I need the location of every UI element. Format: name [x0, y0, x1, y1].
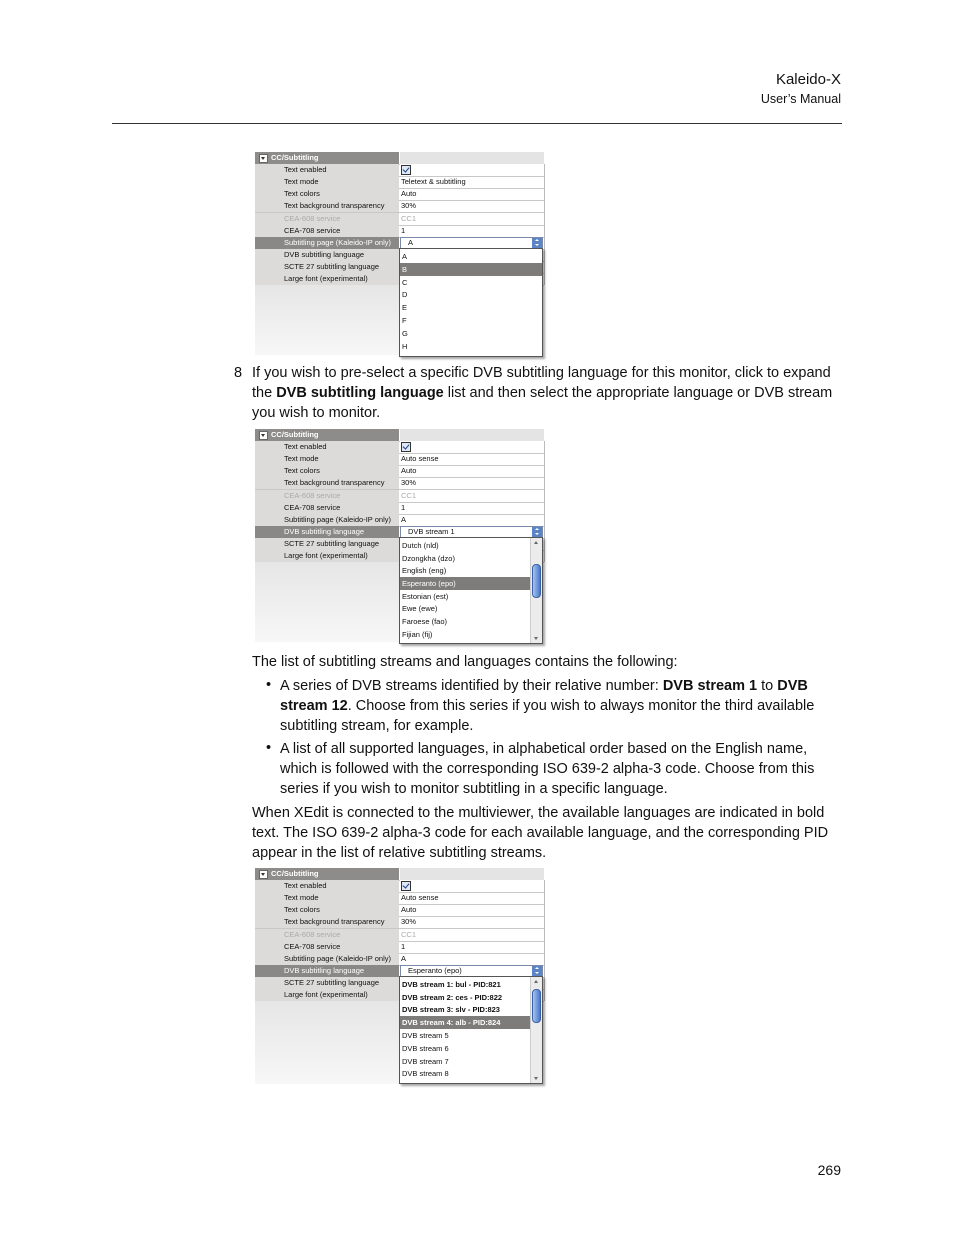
- dropdown-option-label: DVB stream 8: [402, 1069, 449, 1079]
- panel-empty-area: [255, 285, 399, 355]
- dropdown-option-label: Esperanto (epo): [402, 578, 456, 588]
- dropdown-option-label: DVB stream 6: [402, 1043, 449, 1053]
- panel-empty-area: [255, 562, 399, 642]
- bullet-2-text: A list of all supported languages, in alphabetical order based on the English name, which is followed with the corresponding ISO 639-2 alpha-3 code. Choose from this series if you wish to monitor subtitling in a specific language.: [280, 741, 815, 797]
- bullet-1-a: A series of DVB streams identified by their relative number:: [280, 678, 663, 694]
- subtitling-panel-3: [255, 868, 545, 1084]
- property-value[interactable]: Auto sense: [401, 454, 439, 464]
- combo-value: DVB stream 1: [408, 526, 455, 536]
- property-value[interactable]: CC1: [401, 213, 417, 223]
- dropdown-option[interactable]: [400, 1042, 530, 1055]
- scrollbar[interactable]: [530, 977, 542, 1083]
- property-row[interactable]: [255, 441, 544, 454]
- dropdown-option[interactable]: [400, 552, 530, 565]
- property-row[interactable]: [255, 453, 544, 466]
- property-label: Large font (experimental): [284, 990, 368, 999]
- property-label: CEA-708 service: [284, 502, 341, 512]
- checkbox-checked-icon[interactable]: [401, 165, 411, 175]
- dropdown-option[interactable]: [400, 1055, 530, 1068]
- property-row[interactable]: [255, 465, 544, 478]
- property-value[interactable]: 1: [401, 225, 406, 235]
- step-8-bold: DVB subtitling language: [276, 384, 444, 401]
- dropdown-option-label: E: [402, 303, 408, 313]
- dropdown-option[interactable]: [400, 263, 542, 276]
- property-value[interactable]: Auto sense: [401, 893, 439, 903]
- dropdown-option[interactable]: [400, 577, 530, 590]
- panel-header-row[interactable]: [255, 429, 544, 442]
- property-label: SCTE 27 subtitling language: [284, 261, 380, 271]
- panel-empty-area: [255, 1001, 399, 1084]
- dropdown-option[interactable]: [400, 1067, 530, 1080]
- property-label: Text enabled: [284, 165, 327, 175]
- dropdown-option-label: Dutch (nld): [402, 540, 439, 550]
- property-value[interactable]: 30%: [401, 201, 417, 211]
- dropdown-list[interactable]: [399, 248, 543, 357]
- property-label: Text enabled: [284, 442, 327, 452]
- property-row[interactable]: [255, 490, 544, 503]
- property-label: CEA-608 service: [284, 929, 341, 939]
- panel-header-label: CC/Subtitling: [271, 153, 319, 162]
- dropdown-option[interactable]: [400, 564, 530, 577]
- dropdown-option[interactable]: [400, 615, 530, 628]
- property-row[interactable]: [255, 892, 544, 905]
- property-value[interactable]: Auto: [401, 189, 417, 199]
- step-8-text-a: If you wish to pre-select a specific DVB subtitling language for this monitor, click to expand the: [252, 365, 831, 401]
- intro-text: The list of subtitling streams and languages contains the following:: [252, 654, 678, 670]
- dropdown-option-label: Dzongkha (dzo): [402, 553, 455, 563]
- scrollbar-thumb[interactable]: [532, 989, 541, 1023]
- property-label: Subtitling page (Kaleido-IP only): [284, 237, 392, 247]
- property-value[interactable]: 30%: [401, 478, 417, 488]
- subtitling-panel-2: [255, 429, 545, 642]
- property-label: DVB subtitling language: [284, 526, 365, 536]
- property-cell: [255, 453, 399, 465]
- bullet-1-b2: DVB stream 12: [280, 678, 808, 714]
- property-label: DVB subtitling language: [284, 249, 365, 259]
- property-row[interactable]: [255, 941, 544, 954]
- property-label: Subtitling page (Kaleido-IP only): [284, 514, 392, 524]
- dropdown-option-label: DVB stream 3: slv - PID:823: [402, 1005, 500, 1015]
- scroll-up-arrow-icon[interactable]: [534, 980, 538, 983]
- dropdown-option[interactable]: [400, 539, 530, 552]
- step-8-text: [252, 364, 844, 423]
- dropdown-option-label: DVB stream 1: bul - PID:821: [402, 979, 501, 989]
- property-label: Text mode: [284, 893, 319, 903]
- property-row[interactable]: [255, 213, 544, 226]
- property-cell: [255, 465, 399, 477]
- property-label: Large font (experimental): [284, 551, 368, 560]
- combo-value: Esperanto (epo): [408, 965, 462, 975]
- property-label: Text colors: [284, 189, 320, 199]
- panel-header-label: CC/Subtitling: [271, 869, 319, 878]
- property-cell: [255, 188, 399, 200]
- dropdown-option[interactable]: [400, 1016, 530, 1029]
- dropdown-option[interactable]: [400, 602, 530, 615]
- dropdown-option[interactable]: [400, 250, 542, 263]
- property-row[interactable]: [255, 904, 544, 917]
- property-value[interactable]: 30%: [401, 917, 417, 927]
- collapse-triangle-icon[interactable]: [259, 431, 268, 440]
- property-value[interactable]: Teletext & subtitling: [401, 177, 466, 187]
- property-row[interactable]: [255, 916, 544, 929]
- property-label: CEA-708 service: [284, 941, 341, 951]
- property-label: Text background transparency: [284, 201, 385, 211]
- combo-arrows-icon[interactable]: [532, 238, 542, 248]
- dropdown-option[interactable]: [400, 1029, 530, 1042]
- dropdown-option-label: DVB stream 4: alb - PID:824: [402, 1018, 501, 1028]
- property-label: Text background transparency: [284, 478, 385, 488]
- property-value[interactable]: 1: [401, 502, 406, 512]
- property-label: Text mode: [284, 177, 319, 187]
- property-cell: [255, 176, 399, 188]
- dropdown-option-label: B: [402, 264, 408, 274]
- dropdown-option[interactable]: [400, 327, 542, 340]
- bullet-1-text: [280, 677, 844, 736]
- property-cell: [255, 892, 399, 904]
- collapse-triangle-icon[interactable]: [259, 870, 268, 879]
- property-row[interactable]: [255, 164, 544, 177]
- dropdown-option[interactable]: [400, 288, 542, 301]
- checkbox-checked-icon[interactable]: [401, 881, 411, 891]
- property-label: Text colors: [284, 466, 320, 476]
- dropdown-option-label: H: [402, 342, 408, 352]
- page-number: 269: [817, 1162, 841, 1178]
- bullet-1-d: . Choose from this series if you wish to always monitor the third available subtitling stream, for example.: [280, 697, 815, 734]
- property-label: Text background transparency: [284, 917, 385, 927]
- header-subtitle: User’s Manual: [760, 92, 841, 106]
- dropdown-option[interactable]: [400, 1003, 530, 1016]
- dropdown-option-label: G: [402, 329, 408, 339]
- xedit-paragraph: When XEdit is connected to the multiviewer, the available languages are indicated in bold text. The ISO 639-2 alpha-3 code for each available language, and the corresponding PID appear in the list of relative subtitling streams.: [252, 805, 829, 861]
- property-label: Text colors: [284, 905, 320, 915]
- bullet-1-b1: DVB stream 1: [662, 678, 758, 694]
- checkbox-checked-icon[interactable]: [401, 442, 411, 452]
- bullet-1-c: to: [757, 678, 778, 694]
- property-label: Text enabled: [284, 881, 327, 891]
- property-row[interactable]: [255, 514, 544, 527]
- dropdown-list[interactable]: [399, 976, 543, 1084]
- dropdown-option[interactable]: [400, 276, 542, 289]
- property-value[interactable]: A: [401, 514, 407, 524]
- scroll-up-arrow-icon[interactable]: [534, 541, 538, 544]
- dropdown-option-label: DVB stream 7: [402, 1056, 449, 1066]
- property-value[interactable]: Auto: [401, 466, 417, 476]
- bullet-marker: •: [266, 677, 272, 693]
- property-label: DVB subtitling language: [284, 965, 365, 975]
- collapse-triangle-icon[interactable]: [259, 154, 268, 163]
- panel-header-row[interactable]: [255, 152, 544, 165]
- dropdown-option-label: Estonian (est): [402, 591, 449, 601]
- header-title: Kaleido-X: [775, 71, 841, 88]
- property-cell: [255, 904, 399, 916]
- property-label: SCTE 27 subtitling language: [284, 977, 380, 987]
- dropdown-option-label: F: [402, 316, 407, 326]
- step-number: 8: [234, 365, 243, 381]
- header-rule: [112, 123, 842, 124]
- property-value[interactable]: 1: [401, 941, 406, 951]
- panel-header-label: CC/Subtitling: [271, 430, 319, 439]
- property-row[interactable]: [255, 176, 544, 189]
- scroll-down-arrow-icon[interactable]: [534, 1077, 538, 1080]
- property-cell: [255, 880, 399, 892]
- property-label: CEA-708 service: [284, 225, 341, 235]
- step-8-text-b: list and then select the appropriate language or DVB stream you wish to monitor.: [252, 384, 833, 421]
- property-row[interactable]: [255, 225, 544, 238]
- dropdown-option-label: A: [402, 251, 408, 261]
- property-cell: [255, 441, 399, 453]
- property-label: CEA-608 service: [284, 490, 341, 500]
- subtitling-panel-1: [255, 152, 545, 355]
- combo-value: A: [408, 237, 414, 247]
- dropdown-option-label: Faroese (fao): [402, 617, 448, 627]
- property-row[interactable]: [255, 200, 544, 213]
- property-label: Subtitling page (Kaleido-IP only): [284, 953, 392, 963]
- dropdown-list[interactable]: [399, 537, 543, 645]
- dropdown-option[interactable]: [400, 314, 542, 327]
- scrollbar[interactable]: [530, 538, 542, 644]
- dropdown-option-label: English (eng): [402, 566, 447, 576]
- property-value[interactable]: CC1: [401, 490, 417, 500]
- dropdown-option-label: C: [402, 277, 408, 287]
- dropdown-option[interactable]: [400, 991, 530, 1004]
- dropdown-option-label: Fijian (fij): [402, 629, 433, 639]
- property-label: CEA-608 service: [284, 213, 341, 223]
- property-value[interactable]: A: [401, 953, 407, 963]
- property-label: Text mode: [284, 454, 319, 464]
- combo-arrows-icon[interactable]: [532, 527, 542, 537]
- property-row[interactable]: [255, 929, 544, 942]
- property-label: Large font (experimental): [284, 274, 368, 283]
- dropdown-option[interactable]: [400, 590, 530, 603]
- property-row[interactable]: [255, 188, 544, 201]
- dropdown-option[interactable]: [400, 628, 530, 641]
- dropdown-option-label: D: [402, 290, 408, 300]
- scrollbar-thumb[interactable]: [532, 564, 541, 598]
- dropdown-option-label: DVB stream 5: [402, 1031, 449, 1041]
- dropdown-option[interactable]: [400, 978, 530, 991]
- property-row[interactable]: [255, 953, 544, 966]
- bullet-marker: •: [266, 740, 272, 756]
- combo-arrows-icon[interactable]: [532, 966, 542, 976]
- property-row[interactable]: [255, 477, 544, 490]
- property-cell: [255, 164, 399, 176]
- property-row[interactable]: [255, 502, 544, 515]
- panel-header-row[interactable]: [255, 868, 544, 881]
- property-label: SCTE 27 subtitling language: [284, 538, 380, 548]
- scroll-down-arrow-icon[interactable]: [534, 637, 538, 640]
- property-row[interactable]: [255, 880, 544, 893]
- property-value[interactable]: CC1: [401, 929, 417, 939]
- dropdown-option[interactable]: [400, 340, 542, 353]
- dropdown-option-label: Ewe (ewe): [402, 604, 438, 614]
- dropdown-option-label: DVB stream 2: ces - PID:822: [402, 992, 503, 1002]
- property-value[interactable]: Auto: [401, 905, 417, 915]
- dropdown-option[interactable]: [400, 301, 542, 314]
